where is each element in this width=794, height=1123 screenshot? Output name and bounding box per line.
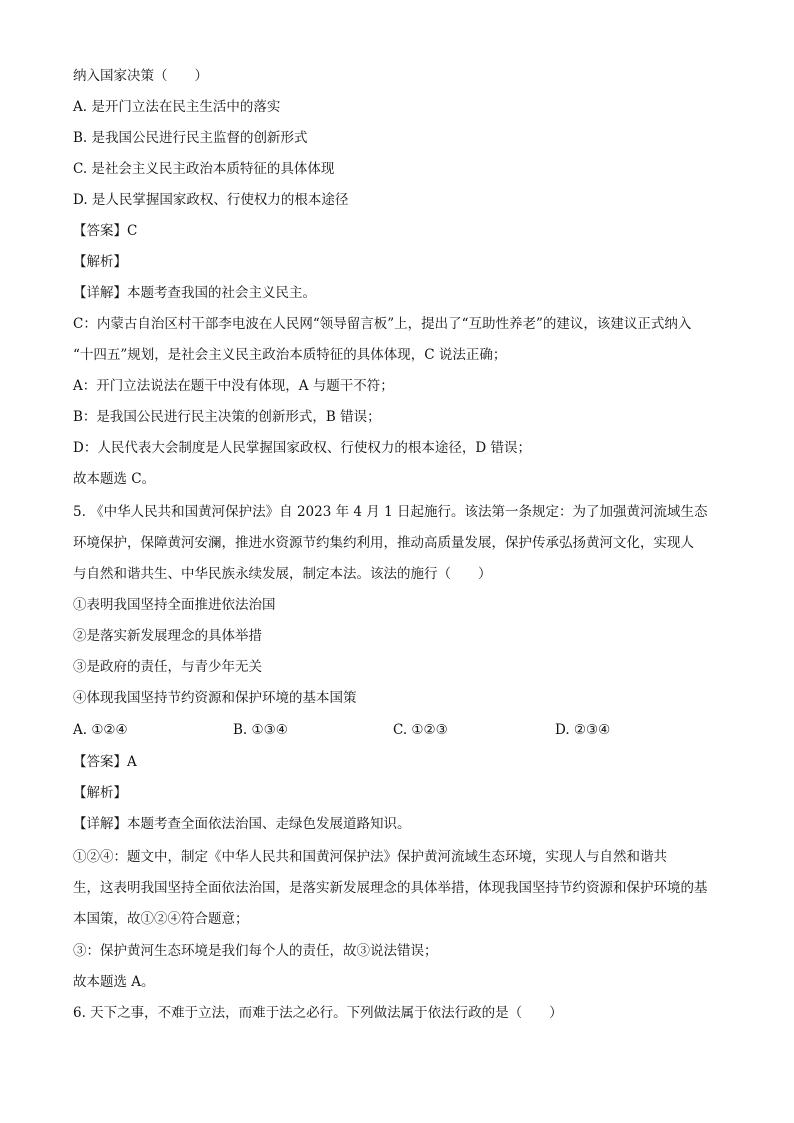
q5-options-row: [73, 720, 733, 740]
q4-option-b: B. 是我国公民进行民主监督的创新形式: [73, 130, 308, 146]
q5-option-b: B. ①③④: [233, 722, 288, 738]
q5-detail-124-line2: 生，这表明我国坚持全面依法治国，是落实新发展理念的具体举措，体现我国坚持节约资源和保护环境的基: [73, 880, 708, 896]
q5-detail-3: ③：保护黄河生态环境是我们每个人的责任，故③说法错误；: [73, 943, 438, 959]
question-5-stem-line3: 与自然和谐共生、中华民族永续发展，制定本法。该法的施行（ ）: [73, 566, 492, 582]
question-4-stem-end: 纳入国家决策（ ）: [73, 68, 208, 84]
q4-detail-b: B：是我国公民进行民主决策的创新形式，B 错误；: [73, 409, 381, 425]
q4-detail-c-line2: “十四五”规划，是社会主义民主政治本质特征的具体体现，C 说法正确；: [73, 347, 507, 363]
q4-analysis-heading: 【解析】: [73, 254, 127, 270]
q4-option-c: C. 是社会主义民主政治本质特征的具体体现: [73, 161, 335, 177]
q5-statement-1: ①表明我国坚持全面推进依法治国: [73, 597, 276, 613]
q5-statement-4: ④体现我国坚持节约资源和保护环境的基本国策: [73, 690, 357, 706]
question-5-stem-line1: 5. 《中华人民共和国黄河保护法》自 2023 年 4 月 1 日起施行。该法第一条规定：为了加强黄河流域生态: [73, 504, 708, 520]
q4-detail-a: A：开门立法说法在题干中没有体现，A 与题干不符；: [73, 378, 394, 394]
q5-option-c: C. ①②③: [393, 722, 448, 738]
q4-detail-intro: 【详解】本题考查我国的社会主义民主。: [73, 285, 316, 301]
q5-answer: 【答案】A: [73, 754, 137, 770]
q5-option-a: A. ①②④: [73, 722, 128, 738]
q5-analysis-heading: 【解析】: [73, 785, 127, 801]
q5-detail-124-line3: 本国策，故①②④符合题意；: [73, 911, 249, 927]
q5-conclusion: 故本题选 A。: [73, 974, 155, 990]
q5-option-d: D. ②③④: [555, 722, 611, 738]
q4-option-a: A. 是开门立法在民主生活中的落实: [73, 99, 281, 115]
q4-option-d: D. 是人民掌握国家政权、行使权力的根本途径: [73, 192, 349, 208]
q4-detail-d: D：人民代表大会制度是人民掌握国家政权、行使权力的根本途径，D 错误；: [73, 440, 531, 456]
q4-answer: 【答案】C: [73, 223, 138, 239]
question-6-stem: 6. 天下之事，不难于立法，而难于法之必行。下列做法属于依法行政的是（ ）: [73, 1005, 563, 1021]
q5-statement-2: ②是落实新发展理念的具体举措: [73, 628, 262, 644]
q4-detail-c-line1: C：内蒙古自治区村干部李电波在人民网“领导留言板”上，提出了“互助性养老”的建议，该建议正式纳入: [73, 316, 692, 332]
question-5-stem-line2: 环境保护，保障黄河安澜，推进水资源节约集约利用，推动高质量发展，保护传承弘扬黄河文化，实现人: [73, 535, 694, 551]
q5-detail-intro: 【详解】本题考查全面依法治国、走绿色发展道路知识。: [73, 816, 411, 832]
q5-detail-124-line1: ①②④：题文中，制定《中华人民共和国黄河保护法》保护黄河流域生态环境，实现人与自然和谐共: [73, 849, 667, 865]
q5-statement-3: ③是政府的责任，与青少年无关: [73, 659, 262, 675]
q4-conclusion: 故本题选 C。: [73, 471, 156, 487]
